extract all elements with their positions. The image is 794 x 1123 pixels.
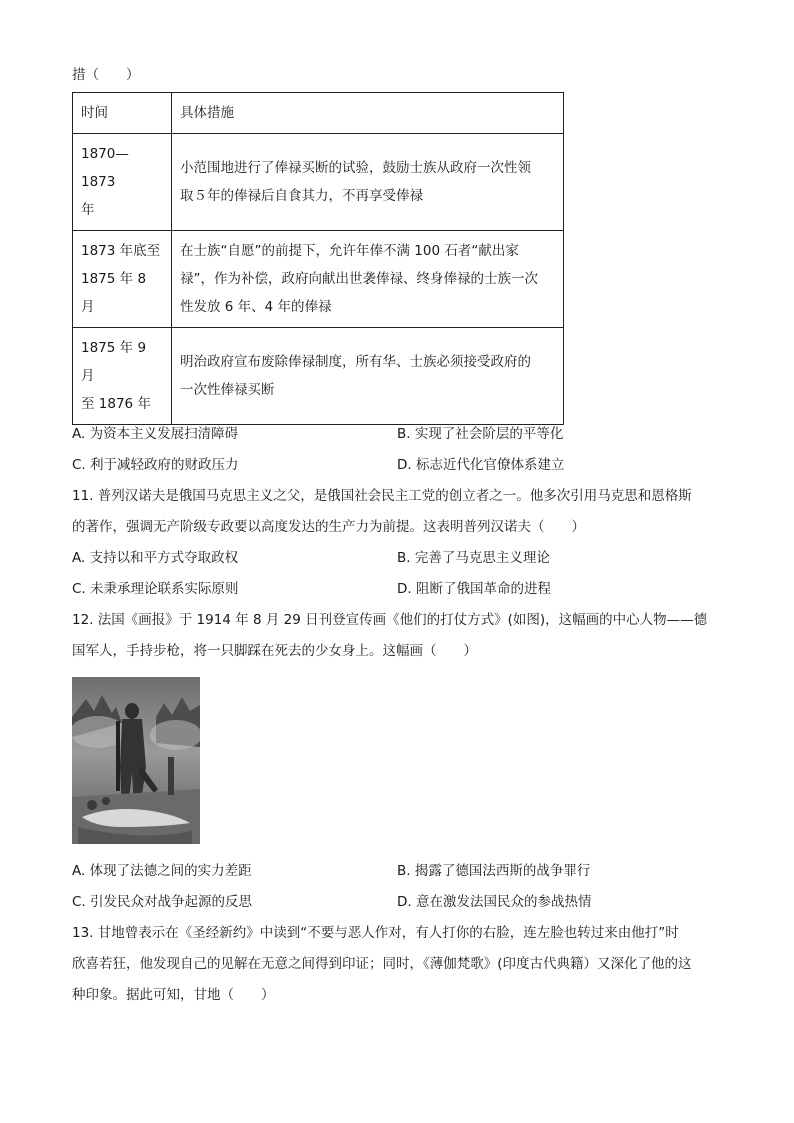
table-cell-measure: [172, 328, 564, 425]
q12-option-d[interactable]: D. 意在激发法国民众的参战热情: [397, 894, 592, 910]
q11-stem-line: 的著作，强调无产阶级专政要以高度发达的生产力为前提。这表明普列汉诺夫（ ）: [72, 519, 585, 535]
measure-line: 在士族“自愿”的前提下，允许年俸不满 100 石者“献出家: [180, 243, 519, 259]
q11-option-b[interactable]: B. 完善了马克思主义理论: [397, 550, 550, 566]
table-cell-measure: [172, 231, 564, 328]
q10-option-d[interactable]: D. 标志近代化官僚体系建立: [397, 457, 565, 473]
q13-stem-line: 种印象。据此可知，甘地（ ）: [72, 987, 275, 1003]
q12-option-c[interactable]: C. 引发民众对战争起源的反思: [72, 894, 253, 910]
time-line: 1873 年底至: [81, 243, 161, 259]
table-row: [73, 328, 564, 425]
table-row: [73, 231, 564, 328]
q11-option-a[interactable]: A. 支持以和平方式夺取政权: [72, 550, 239, 566]
q10-option-b[interactable]: B. 实现了社会阶层的平等化: [397, 426, 564, 442]
time-line: 至 1876 年: [81, 396, 151, 412]
q11-option-c[interactable]: C. 未秉承理论联系实际原则: [72, 581, 239, 597]
measure-line: 小范围地进行了俸禄买断的试验，鼓励士族从政府一次性领: [180, 160, 531, 176]
measures-table: [72, 92, 564, 425]
q10-option-a[interactable]: A. 为资本主义发展扫清障碍: [72, 426, 239, 442]
measure-line: 禄”，作为补偿，政府向献出世袭俸禄、终身俸禄的士族一次: [180, 271, 538, 287]
q13-stem-line: 13. 甘地曾表示在《圣经新约》中读到“不要与恶人作对，有人打你的右脸，连左脸也转过来由他打”时: [72, 925, 679, 941]
table-cell-time: [73, 231, 172, 328]
measure-line: 取５年的俸禄后自食其力，不再享受俸禄: [180, 188, 423, 204]
table-cell-measure: [172, 134, 564, 231]
q12-stem-line: 12. 法国《画报》于 1914 年 8 月 29 日刊登宣传画《他们的打仗方式》(如图)，这幅画的中心人物——德: [72, 612, 708, 628]
propaganda-illustration-image: [72, 677, 200, 844]
table-header-time: 时间: [73, 93, 172, 134]
time-line: 1875 年 8 月: [81, 271, 147, 315]
q10-option-c[interactable]: C. 利于减轻政府的财政压力: [72, 457, 239, 473]
measure-line: 明治政府宣布废除俸禄制度，所有华、士族必须接受政府的: [180, 354, 531, 370]
measure-line: 性发放 6 年、4 年的俸禄: [180, 299, 332, 315]
time-line: 1870—1873: [81, 146, 129, 190]
q13-stem-line: 欣喜若狂，他发现自己的见解在无意之间得到印证；同时，《薄伽梵歌》(印度古代典籍）又深化了他的这: [72, 956, 692, 972]
q12-stem-line: 国军人，手持步枪，将一只脚踩在死去的少女身上。这幅画（ ）: [72, 643, 477, 659]
time-line: 1875 年 9 月: [81, 340, 147, 384]
measure-line: 一次性俸禄买断: [180, 382, 275, 398]
question-10-stem-tail: 措（ ）: [72, 67, 140, 83]
q12-option-a[interactable]: A. 体现了法德之间的实力差距: [72, 863, 252, 879]
table-cell-time: [73, 328, 172, 425]
propaganda-illustration: [72, 677, 200, 844]
q11-option-d[interactable]: D. 阻断了俄国革命的进程: [397, 581, 551, 597]
table-header-measures: 具体措施: [172, 93, 564, 134]
table-header-row: [73, 93, 564, 134]
table-row: [73, 134, 564, 231]
time-line: 年: [81, 202, 95, 218]
table-cell-time: [73, 134, 172, 231]
q12-option-b[interactable]: B. 揭露了德国法西斯的战争罪行: [397, 863, 591, 879]
q11-stem-line: 11. 普列汉诺夫是俄国马克思主义之父，是俄国社会民主工党的创立者之一。他多次引用马克思和恩格斯: [72, 488, 692, 504]
